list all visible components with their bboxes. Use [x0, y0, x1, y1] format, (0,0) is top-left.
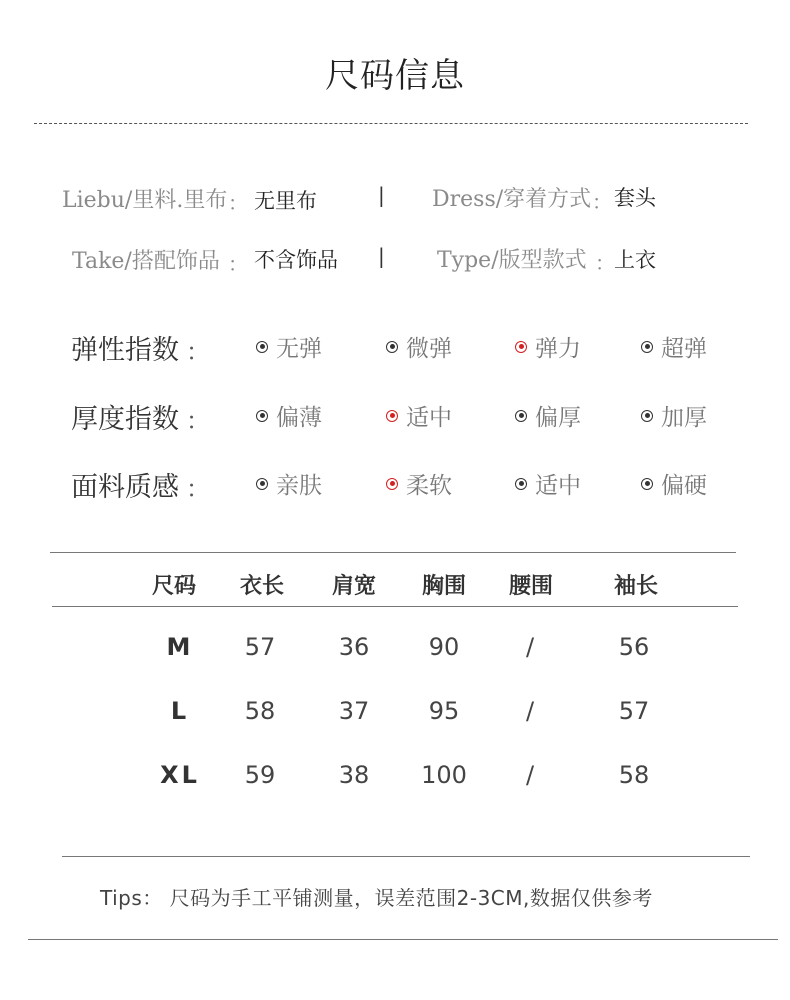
index-label: 弹性指数 — [71, 335, 179, 366]
index-option-label: 适中 — [406, 405, 452, 431]
index-option-label: 亲肤 — [276, 473, 322, 499]
index-option-label: 弹力 — [535, 336, 581, 362]
table-cell: 90 — [428, 633, 460, 661]
index-option — [386, 467, 452, 500]
index-colon: ： — [186, 475, 210, 503]
index-option — [386, 330, 452, 363]
attr-colon: ： — [592, 190, 612, 214]
table-cell: 38 — [338, 761, 370, 789]
table-header-cell: 袖长 — [613, 574, 658, 599]
table-cell: 100 — [421, 761, 467, 789]
table-cell: 56 — [618, 633, 650, 661]
table-cell: 57 — [244, 633, 276, 661]
attr-value-lining: 无里布 — [254, 189, 317, 213]
table-cell: / — [525, 761, 535, 789]
index-label: 面料质感 — [71, 472, 179, 503]
index-option — [515, 330, 581, 363]
index-option — [515, 399, 581, 432]
page-title: 尺码信息 — [325, 56, 465, 96]
attr-key-type: Type/版型款式 — [437, 248, 587, 273]
attr-separator: | — [378, 183, 385, 207]
radio-icon — [386, 341, 398, 353]
table-header-cell: 尺码 — [151, 574, 196, 599]
index-colon: ： — [186, 338, 210, 366]
attr-colon: ： — [228, 191, 248, 215]
table-top-rule — [50, 552, 736, 553]
table-bottom-rule — [62, 856, 750, 857]
radio-icon — [641, 410, 653, 422]
index-option-label: 无弹 — [276, 336, 322, 362]
attr-value-type: 上衣 — [614, 248, 656, 272]
index-option-label: 偏厚 — [535, 405, 581, 431]
table-cell: / — [525, 697, 535, 725]
table-header-cell: 腰围 — [508, 574, 553, 599]
attr-value-accessories: 不含饰品 — [254, 248, 338, 272]
index-option — [386, 399, 452, 432]
table-cell: 37 — [338, 697, 370, 725]
table-cell: 58 — [618, 761, 650, 789]
index-option — [641, 330, 707, 363]
size-label-cell: L — [170, 697, 190, 725]
attr-key-accessories: Take/搭配饰品 — [72, 249, 220, 274]
table-header-cell: 衣长 — [239, 574, 284, 599]
attr-key-lining: Liebu/里料.里布 — [62, 188, 228, 213]
index-option-label: 偏硬 — [661, 473, 707, 499]
radio-icon — [256, 341, 268, 353]
radio-icon — [256, 478, 268, 490]
table-cell: 58 — [244, 697, 276, 725]
tips-note: Tips： 尺码为手工平铺测量，误差范围2-3CM,数据仅供参考 — [100, 886, 653, 910]
table-cell: 59 — [244, 761, 276, 789]
radio-selected-icon — [386, 410, 398, 422]
attr-key-dress: Dress/穿着方式 — [432, 187, 592, 212]
index-option — [641, 467, 707, 500]
table-header-cell: 肩宽 — [331, 574, 376, 599]
footer-rule — [28, 939, 778, 940]
size-label-cell: M — [166, 633, 194, 661]
dashed-divider — [34, 123, 748, 124]
attr-value-dress: 套头 — [614, 186, 656, 210]
radio-icon — [641, 341, 653, 353]
index-option — [256, 330, 322, 363]
radio-icon — [515, 478, 527, 490]
index-option — [256, 467, 322, 500]
table-cell: 95 — [428, 697, 460, 725]
index-option-label: 柔软 — [406, 473, 452, 499]
index-option-label: 加厚 — [661, 405, 707, 431]
table-cell: / — [525, 633, 535, 661]
table-header-cell: 胸围 — [421, 574, 466, 599]
attr-separator: | — [378, 244, 385, 268]
index-colon: ： — [186, 407, 210, 435]
index-option-label: 偏薄 — [276, 405, 322, 431]
radio-selected-icon — [386, 478, 398, 490]
table-cell: 36 — [338, 633, 370, 661]
index-option — [641, 399, 707, 432]
radio-icon — [515, 410, 527, 422]
index-option — [256, 399, 322, 432]
radio-icon — [256, 410, 268, 422]
radio-icon — [641, 478, 653, 490]
table-cell: 57 — [618, 697, 650, 725]
index-label: 厚度指数 — [71, 404, 179, 435]
index-option-label: 适中 — [535, 473, 581, 499]
index-option-label: 微弹 — [406, 336, 452, 362]
attr-colon: ： — [595, 251, 615, 275]
size-label-cell: XL — [160, 761, 200, 789]
attr-colon: ： — [228, 252, 248, 276]
table-header-rule — [52, 606, 738, 607]
radio-selected-icon — [515, 341, 527, 353]
index-option — [515, 467, 581, 500]
index-option-label: 超弹 — [661, 336, 707, 362]
